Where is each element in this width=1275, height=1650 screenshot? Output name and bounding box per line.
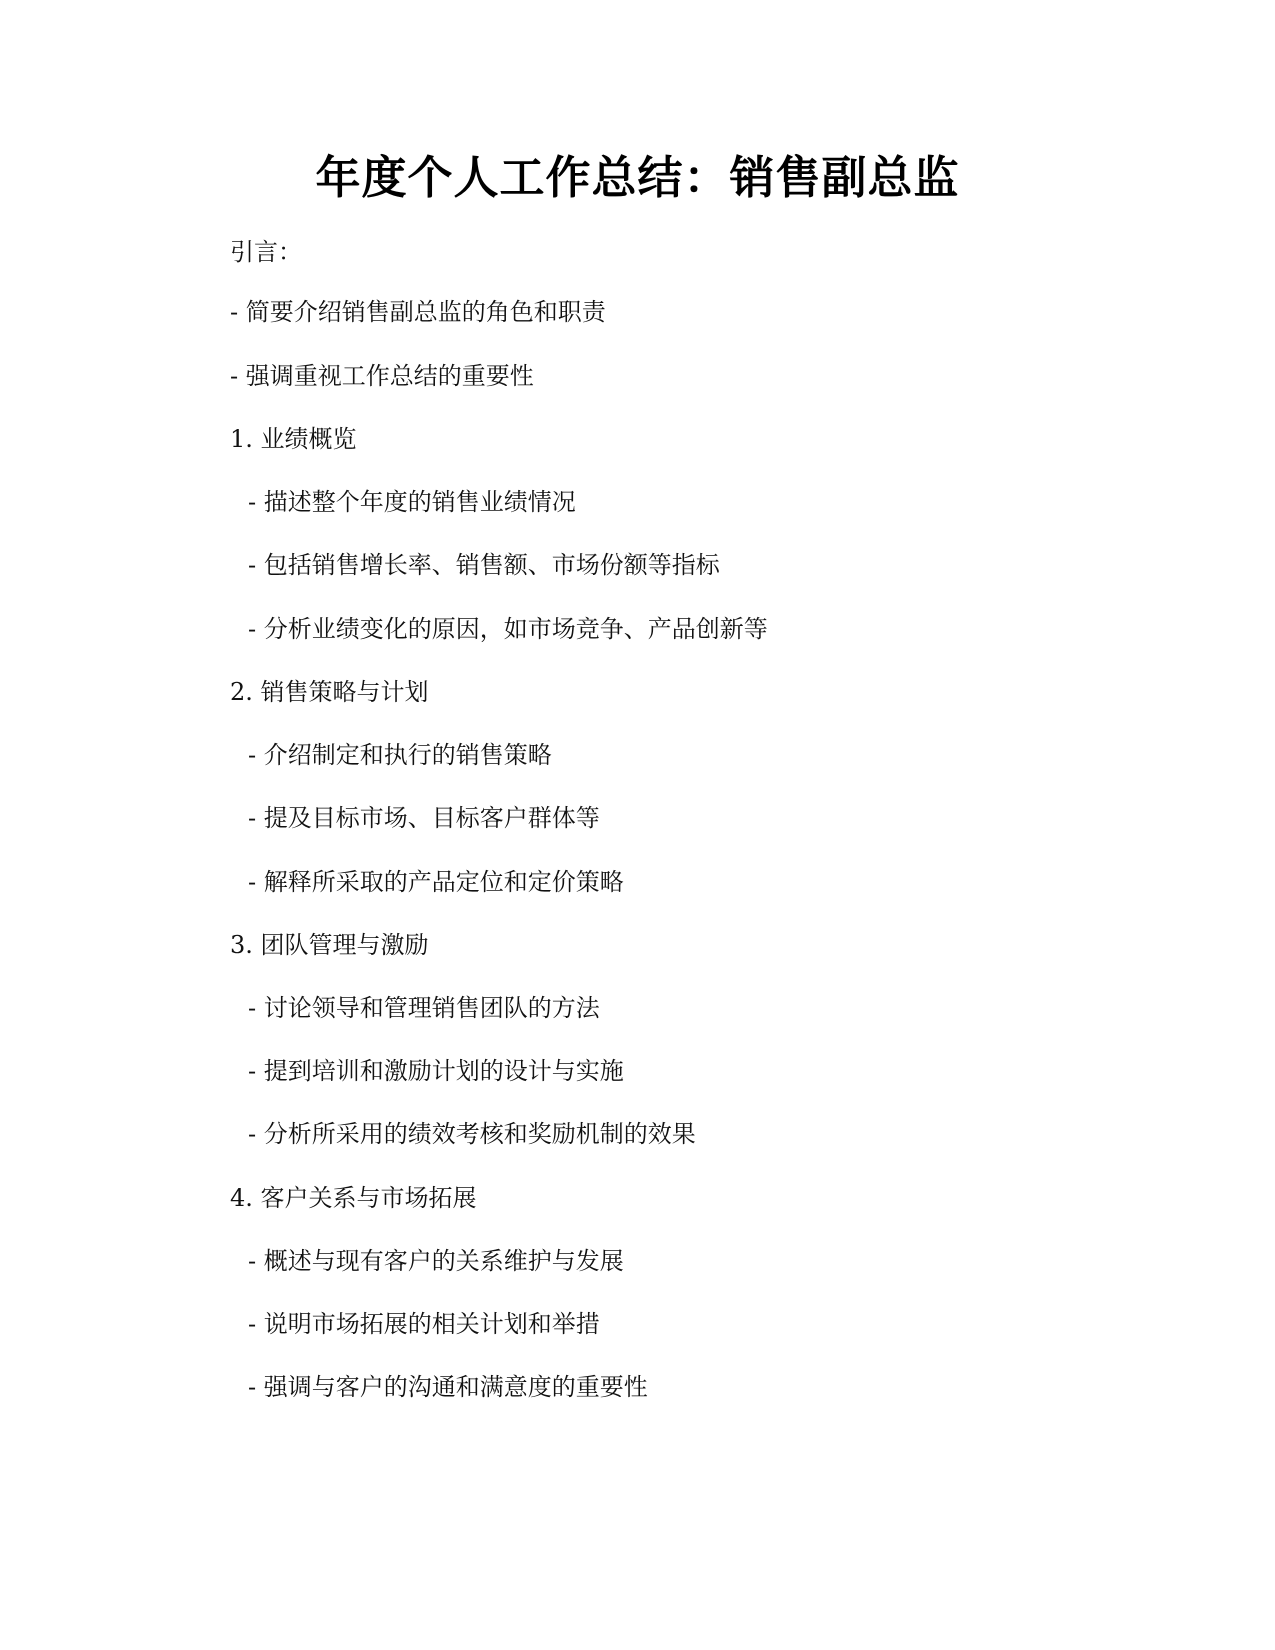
- section-item: - 提到培训和激励计划的设计与实施: [248, 1057, 624, 1085]
- section-heading-team: 3. 团队管理与激励: [230, 931, 429, 959]
- intro-item-importance: - 强调重视工作总结的重要性: [230, 362, 534, 390]
- section-item: - 说明市场拓展的相关计划和举措: [248, 1310, 600, 1338]
- section-item: - 提及目标市场、目标客户群体等: [248, 804, 600, 832]
- section-item: - 讨论领导和管理销售团队的方法: [248, 994, 600, 1022]
- section-item: - 解释所采取的产品定位和定价策略: [248, 868, 624, 896]
- section-item: - 强调与客户的沟通和满意度的重要性: [248, 1373, 648, 1401]
- section-item: - 分析所采用的绩效考核和奖励机制的效果: [248, 1120, 696, 1148]
- intro-heading: 引言：: [230, 238, 302, 266]
- section-heading-performance: 1. 业绩概览: [230, 425, 357, 453]
- section-item: - 介绍制定和执行的销售策略: [248, 741, 552, 769]
- section-heading-customers: 4. 客户关系与市场拓展: [230, 1184, 477, 1212]
- section-item: - 描述整个年度的销售业绩情况: [248, 488, 576, 516]
- section-item: - 包括销售增长率、销售额、市场份额等指标: [248, 551, 720, 579]
- intro-item-role: - 简要介绍销售副总监的角色和职责: [230, 298, 606, 326]
- section-item: - 概述与现有客户的关系维护与发展: [248, 1247, 624, 1275]
- section-item: - 分析业绩变化的原因，如市场竞争、产品创新等: [248, 615, 768, 643]
- document-title: 年度个人工作总结：销售副总监: [315, 151, 960, 204]
- section-heading-strategy: 2. 销售策略与计划: [230, 678, 429, 706]
